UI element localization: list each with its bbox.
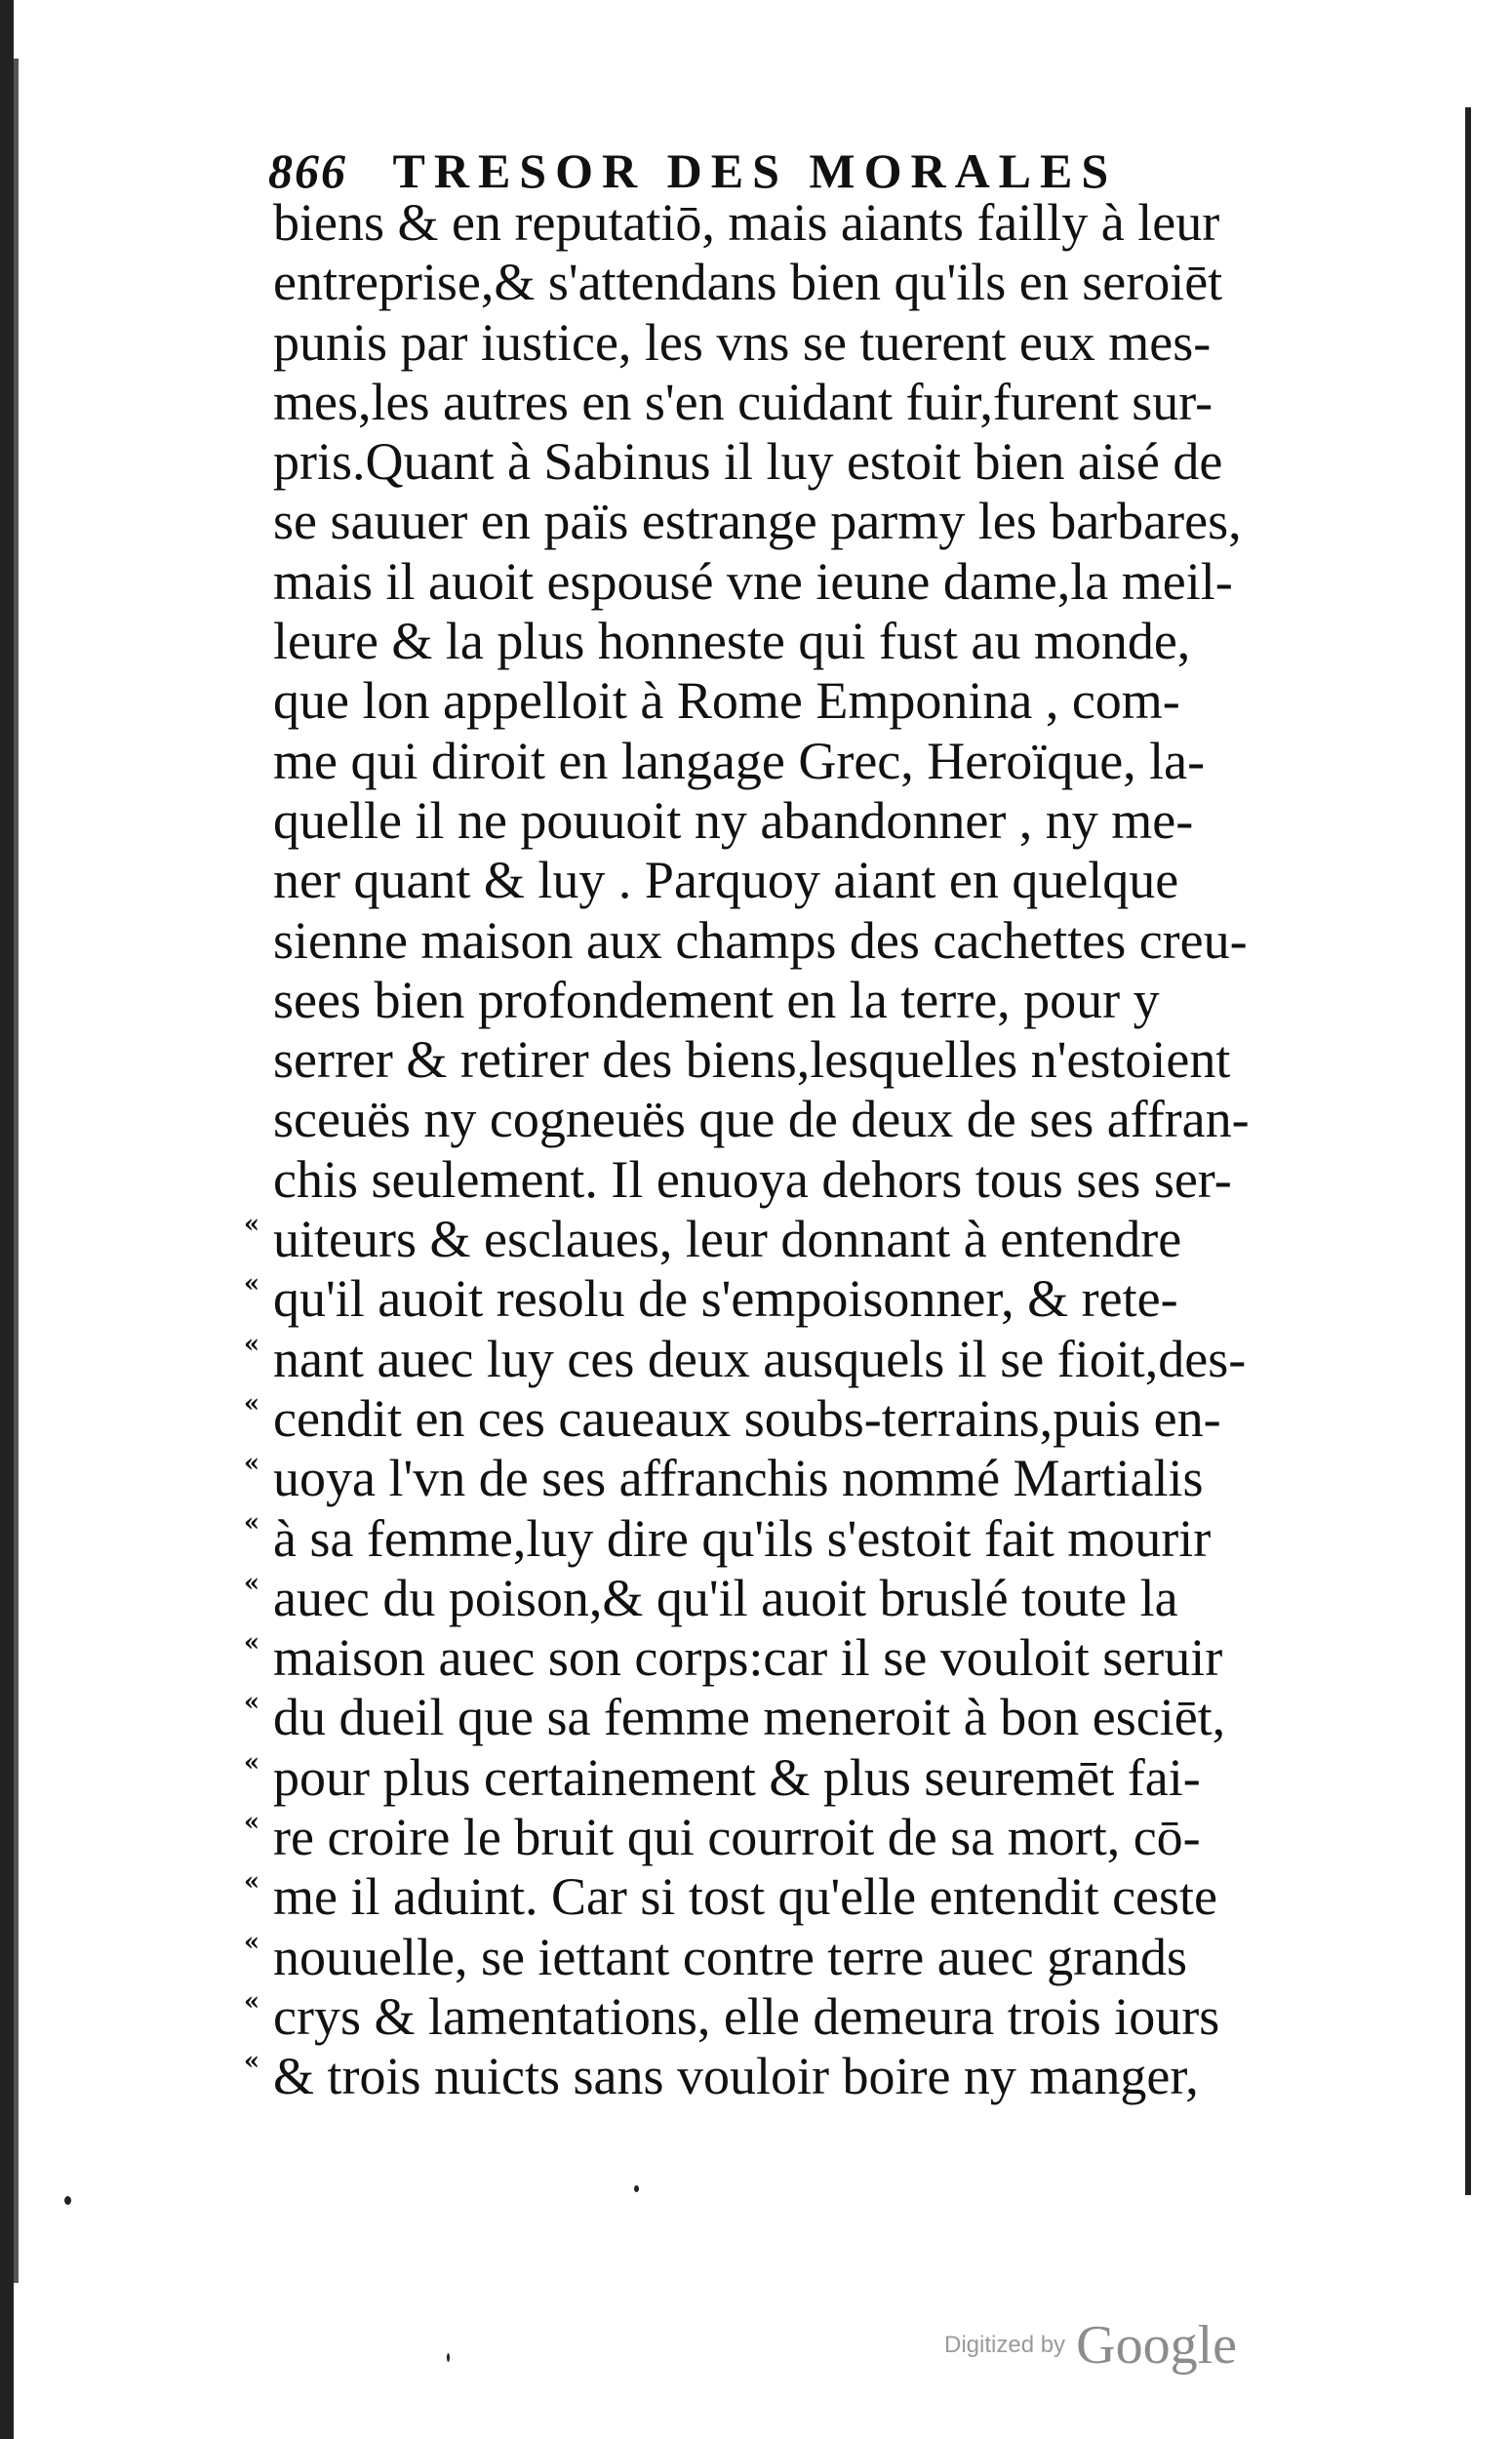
body-text [273,193,1327,2107]
digitized-by-label: Digitized by [944,2332,1066,2358]
text-line: à sa femme,luy dire qu'ils s'estoit fait mourir [273,1508,1212,1568]
text-line: mes,les autres en s'en cuidant fuir,furent sur- [273,372,1214,431]
quote-mark: « [243,1568,260,1598]
text-line: punis par iustice, les vns se tuerent eux mes- [273,312,1212,372]
quote-mark: « [243,1986,260,2017]
page-right-edge [1465,107,1471,2195]
quote-mark: « [243,1210,260,1239]
text-line: du dueil que sa femme meneroit à bon esciēt, [273,1688,1226,1747]
digitization-watermark [944,2314,1238,2376]
quote-mark: « [243,1269,260,1299]
text-line: re croire le bruit qui courroit de sa mort, cō- [273,1808,1201,1867]
text-line: chis seulement. Il enuoya dehors tous ses ser- [273,1149,1232,1209]
text-line: qu'il auoit resolu de s'empoisonner, & rete- [273,1269,1178,1329]
text-line: nant auec luy ces deux ausquels il se fioit,des- [273,1329,1247,1388]
text-line: me qui diroit en langage Grec, Heroïque, la- [273,731,1206,790]
text-line: ner quant & luy . Parquoy aiant en quelque [273,851,1179,910]
quote-mark: « [243,1688,260,1718]
page-left-edge [0,0,14,2439]
text-line: sees bien profondement en la terre, pour y [273,970,1160,1029]
quote-mark: « [243,1329,260,1359]
quote-mark: « [243,1508,260,1539]
text-line: serrer & retirer des biens,lesquelles n'estoient [273,1030,1231,1090]
quote-mark: « [243,1449,260,1479]
text-line: leure & la plus honneste qui fust au monde, [273,612,1191,671]
text-line: uoya l'vn de ses affranchis nommé Martialis [273,1449,1204,1508]
text-line: sceuës ny cogneuës que de deux de ses affran- [273,1090,1250,1149]
quote-mark: « [243,2047,260,2077]
text-line: & trois nuicts sans vouloir boire ny manger, [273,2047,1199,2106]
quote-mark: « [243,1927,260,1957]
quote-mark: « [243,1867,260,1898]
text-line: nouuelle, se iettant contre terre auec grands [273,1927,1188,1986]
text-line: biens & en reputatiō, mais aiants failly à leur [273,193,1220,252]
text-line: maison auec son corps:car il se vouloit seruir [273,1628,1223,1688]
ink-speck [447,2353,450,2362]
text-line: pour plus certainement & plus seuremēt fai- [273,1747,1201,1807]
quote-mark: « [243,1807,260,1837]
page-binding-shadow [14,59,19,2283]
ink-speck [64,2196,71,2205]
quote-mark: « [243,1388,260,1419]
google-logo: Google [1076,2315,1238,2376]
page-number: 866 [268,143,347,198]
quote-mark: « [243,1628,260,1659]
text-line: cendit en ces caueaux soubs-terrains,puis en- [273,1388,1221,1448]
text-line: mais il auoit espousé vne ieune dame,la meil- [273,551,1233,611]
quote-mark: « [243,1747,260,1778]
text-line: se sauuer en païs estrange parmy les barbares, [273,492,1242,551]
text-line: entreprise,& s'attendans bien qu'ils en seroiēt [273,253,1223,312]
text-line: quelle il ne pouuoit ny abandonner , ny me- [273,790,1194,850]
text-line: que lon appelloit à Rome Emponina , com- [273,671,1180,731]
margin-quote-marks [232,1195,271,2092]
text-line: crys & lamentations, elle demeura trois iours [273,1986,1220,2046]
running-title: TRESOR DES MORALES [392,143,1118,198]
text-line: auec du poison,& qu'il auoit bruslé toute la [273,1568,1178,1627]
text-line: pris.Quant à Sabinus il luy estoit bien aisé de [273,432,1223,492]
text-line: uiteurs & esclaues, leur donnant à entendre [273,1210,1182,1269]
ink-speck [634,2185,639,2192]
text-line: sienne maison aux champs des cachettes creu- [273,910,1248,970]
text-line: me il aduint. Car si tost qu'elle entendit ceste [273,1867,1217,1927]
